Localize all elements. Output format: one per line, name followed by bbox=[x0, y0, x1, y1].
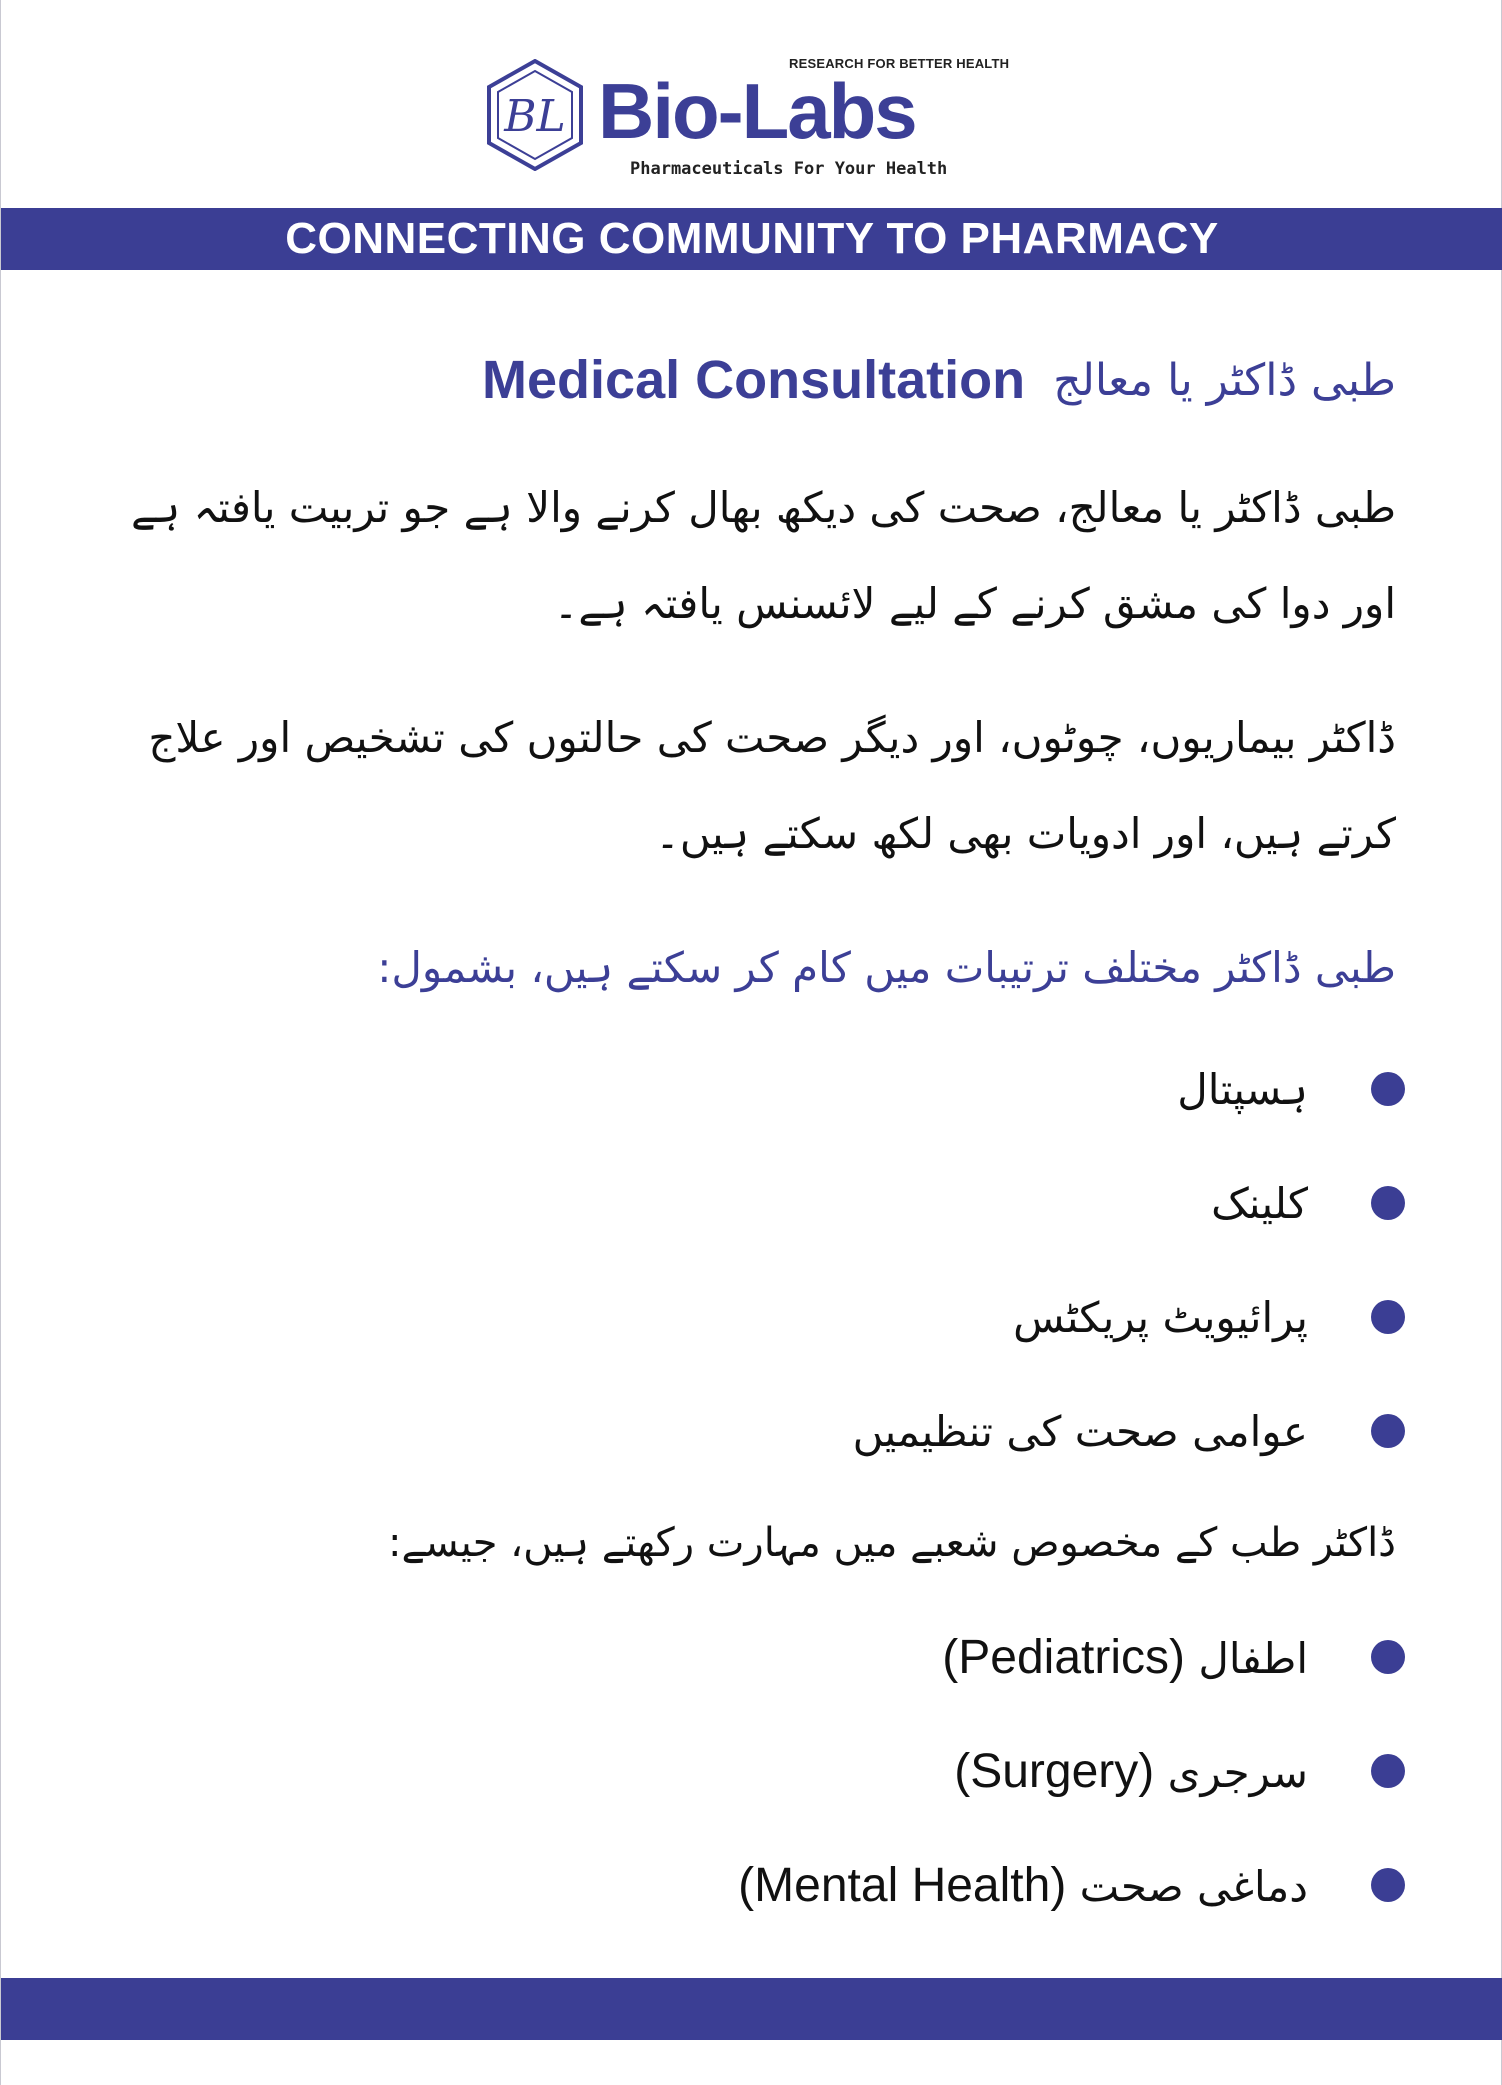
logo bbox=[486, 55, 1026, 185]
specialty-english: (Pediatrics) bbox=[942, 1631, 1185, 1684]
list-item bbox=[1, 1278, 1502, 1358]
list-item bbox=[1, 1732, 1502, 1812]
list-item bbox=[1, 1164, 1502, 1244]
list-item-label: عوامی صحت کی تنظیمیں bbox=[852, 1407, 1308, 1456]
list-item bbox=[1, 1392, 1502, 1472]
specialties-heading: ڈاکٹر طب کے مخصوص شعبے میں مہارت رکھتے ہیں، جیسے: bbox=[388, 1520, 1396, 1566]
paragraph-duties: ڈاکٹر بیماریوں، چوٹوں، اور دیگر صحت کی حالتوں کی تشخیص اور علاج کرتے ہیں، اور ادویات بھی لکھ سکتے ہیں۔ bbox=[148, 713, 1396, 858]
tagline-top: RESEARCH FOR BETTER HEALTH bbox=[789, 56, 1010, 71]
specialty-urdu: دماغی صحت bbox=[1079, 1862, 1308, 1911]
list-item-label bbox=[942, 1618, 1308, 1698]
brand-name: Bio-Labs bbox=[598, 67, 916, 155]
bullet-icon bbox=[1371, 1186, 1405, 1220]
hexagon-logo-icon bbox=[486, 59, 584, 171]
footer-bar bbox=[1, 1978, 1502, 2040]
settings-heading: طبی ڈاکٹر مختلف ترتیبات میں کام کر سکتے ہیں، بشمول: bbox=[377, 943, 1396, 992]
list-item-label bbox=[738, 1846, 1308, 1926]
banner: CONNECTING COMMUNITY TO PHARMACY bbox=[1, 208, 1502, 270]
paragraph-definition: طبی ڈاکٹر یا معالج، صحت کی دیکھ بھال کرنے والا ہے جو تربیت یافتہ ہے اور دوا کی مشق کرنے کے لیے لائسنس یافتہ ہے۔ bbox=[130, 483, 1396, 628]
specialty-urdu: سرجری bbox=[1167, 1748, 1308, 1797]
list-item bbox=[1, 1618, 1502, 1698]
bullet-icon bbox=[1371, 1640, 1405, 1674]
specialty-urdu: اطفال bbox=[1198, 1634, 1308, 1683]
list-item-label: ہسپتال bbox=[1177, 1065, 1308, 1114]
title-urdu: طبی ڈاکٹر یا معالج bbox=[1053, 354, 1396, 406]
specialty-english: (Surgery) bbox=[954, 1745, 1155, 1798]
bullet-icon bbox=[1371, 1868, 1405, 1902]
list-item-label: پرائیویٹ پریکٹس bbox=[1013, 1293, 1308, 1342]
logo-monogram: BL bbox=[504, 91, 566, 142]
list-item-label bbox=[954, 1732, 1308, 1812]
bullet-icon bbox=[1371, 1754, 1405, 1788]
bullet-icon bbox=[1371, 1300, 1405, 1334]
list-item-label: کلینک bbox=[1211, 1179, 1308, 1228]
list-item bbox=[1, 1050, 1502, 1130]
bullet-icon bbox=[1371, 1072, 1405, 1106]
title-english: Medical Consultation bbox=[482, 350, 1026, 410]
specialty-english: (Mental Health) bbox=[738, 1859, 1067, 1912]
tagline-bottom: Pharmaceuticals For Your Health bbox=[630, 159, 948, 179]
page-title bbox=[482, 340, 1396, 420]
list-item bbox=[1, 1846, 1502, 1926]
bullet-icon bbox=[1371, 1414, 1405, 1448]
